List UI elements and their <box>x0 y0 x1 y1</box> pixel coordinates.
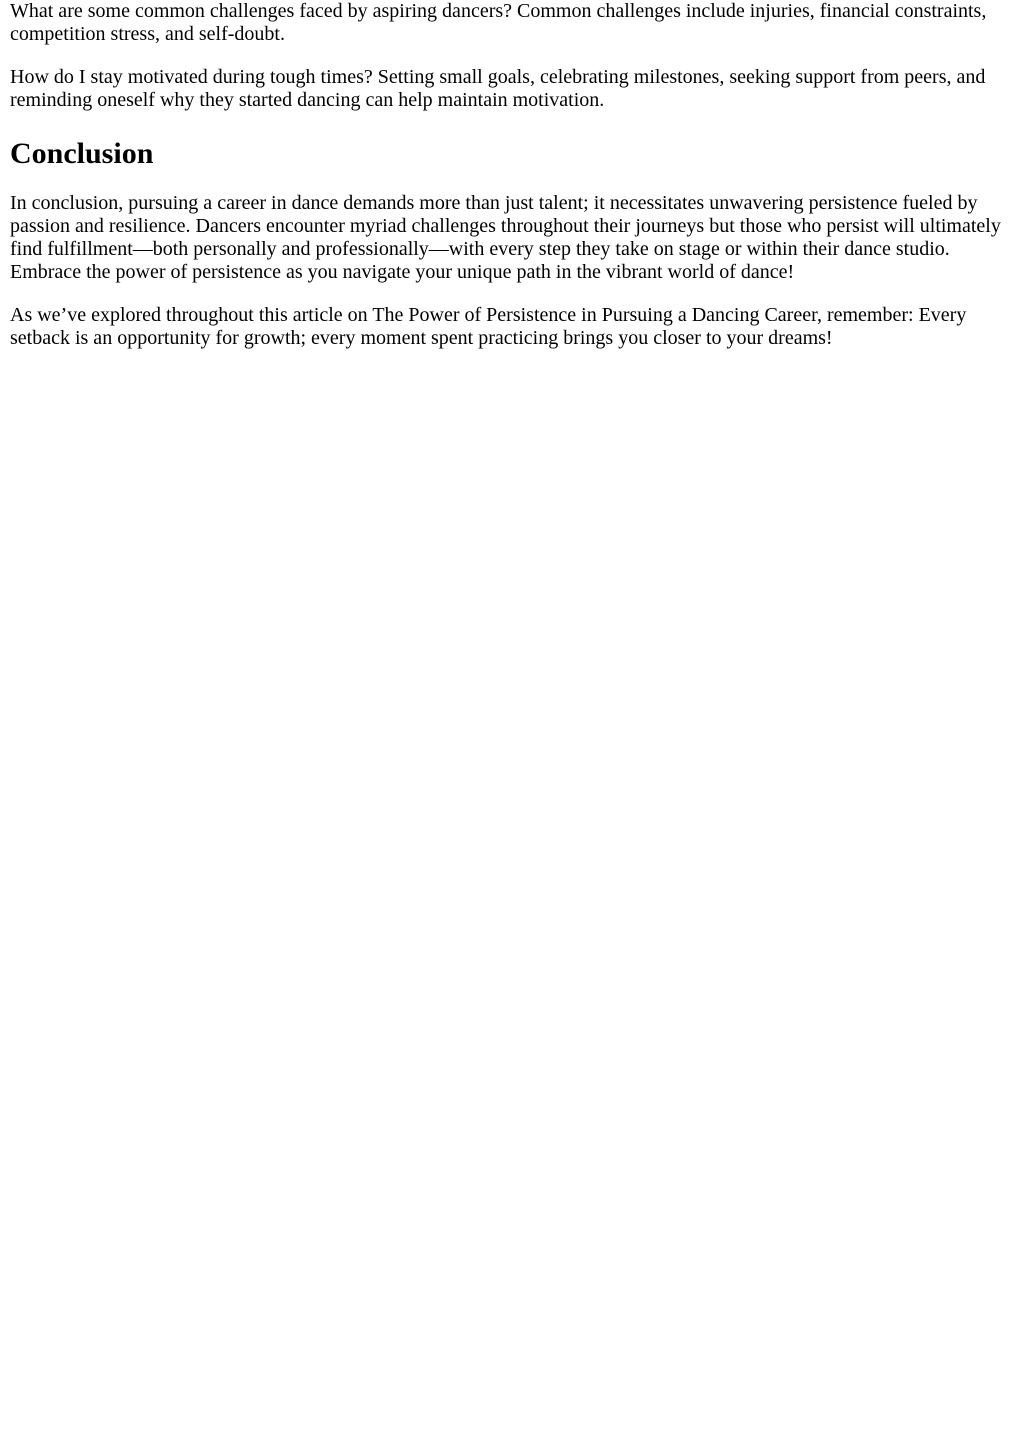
faq-item: How do I stay motivated during tough times? Setting small goals, celebrating milestones, seeking support from peers, and reminding oneself why they started dancing can help maintain motivation. <box>10 66 986 111</box>
faq-item: What are some common challenges faced by aspiring dancers? Common challenges include injuries, financial constraints, competition stress, and self-doubt. <box>10 0 987 45</box>
conclusion-paragraph: In conclusion, pursuing a career in dance demands more than just talent; it necessitates unwavering persistence fueled by passion and resilience. Dancers encounter myriad challenges throughout their journeys but those who persist will ultimately find fulfillment—both personally and professionally—with every step they take on stage or within their dance studio. Embrace the power of persistence as you navigate your unique path in the vibrant world of dance! <box>10 192 1001 283</box>
conclusion-paragraph: As we’ve explored throughout this article on The Power of Persistence in Pursuing a Dancing Career, remember: Every setback is an opportunity for growth; every moment spent practicing brings you closer to your dreams! <box>10 304 967 349</box>
conclusion-heading: Conclusion <box>10 137 154 170</box>
article-body <box>0 0 1024 350</box>
